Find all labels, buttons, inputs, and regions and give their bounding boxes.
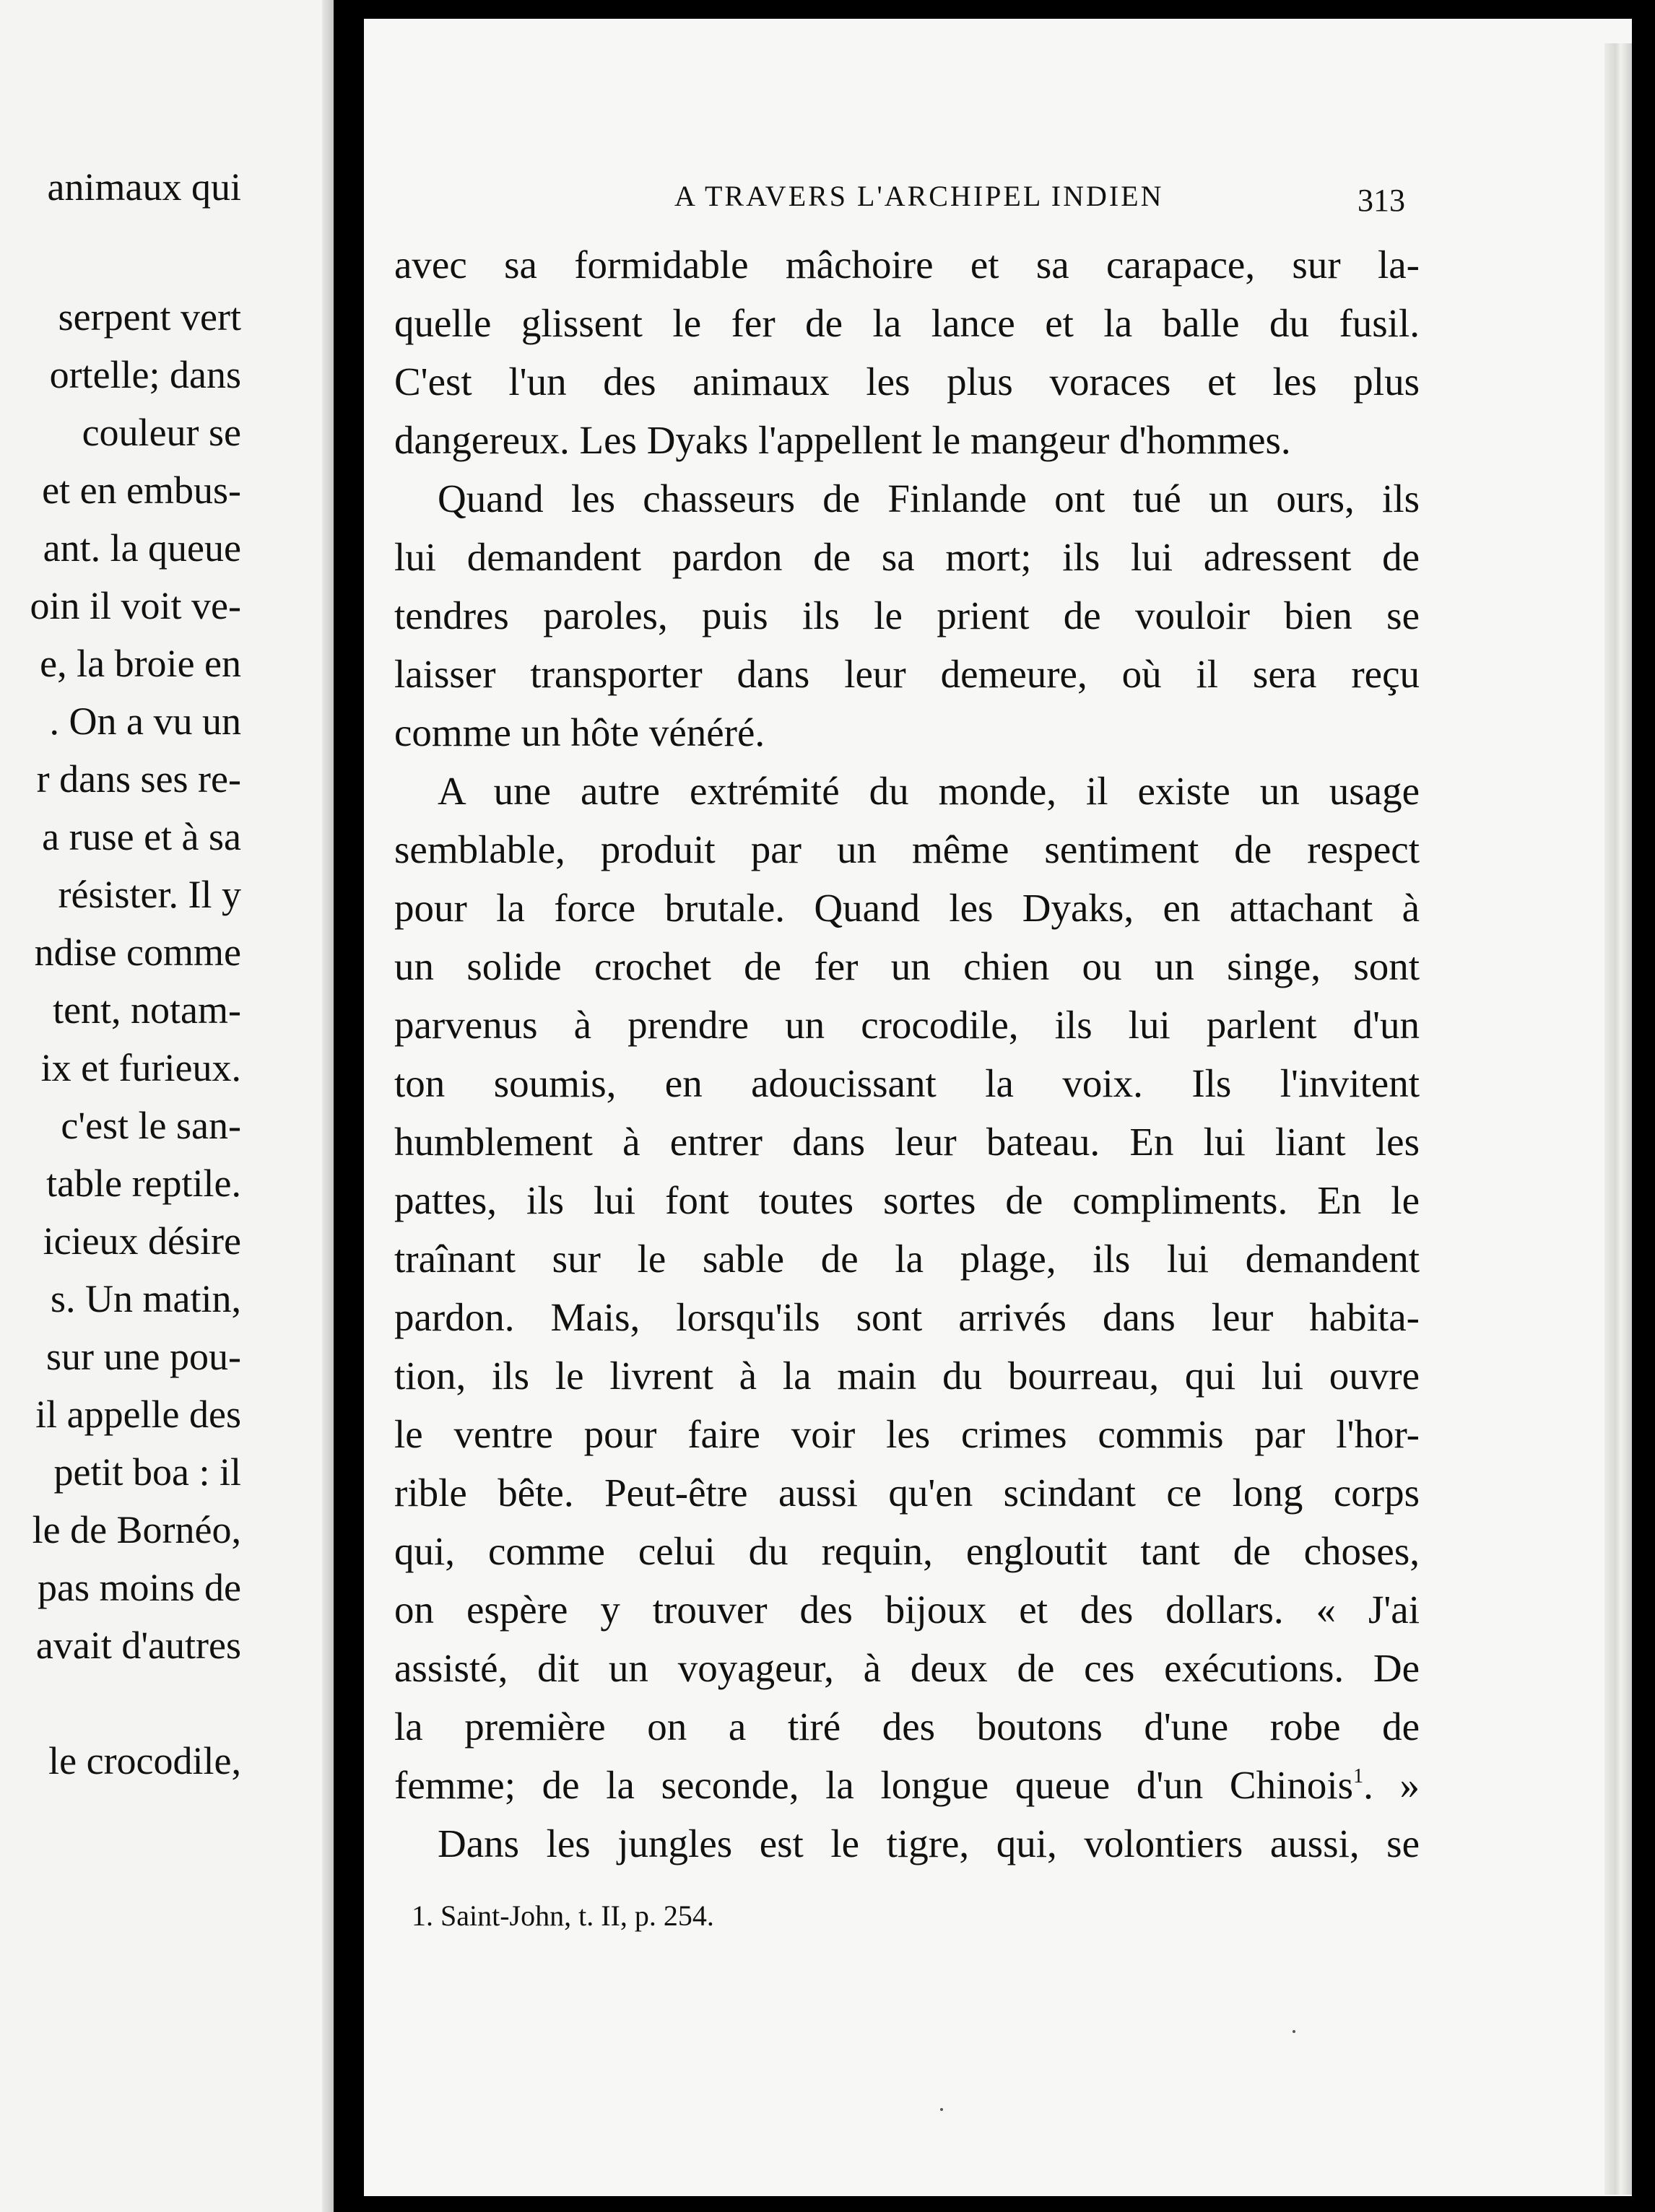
text-line: avec sa formidable mâchoire et sa carapace, sur la-: [394, 243, 1420, 287]
text-line: dangereux. Les Dyaks l'appellent le mangeur d'hommes.: [394, 418, 1291, 462]
right-page: [364, 19, 1632, 2196]
left-page-line: table reptile.: [46, 1162, 241, 1205]
left-page-line: le de Bornéo,: [32, 1508, 241, 1551]
text-line: rible bête. Peut-être aussi qu'en scindant ce long corps: [394, 1471, 1420, 1515]
left-page-line: et en embus-: [42, 469, 241, 512]
text-line: Quand les chasseurs de Finlande ont tué un ours, ils: [438, 476, 1420, 521]
text-line: qui, comme celui du requin, engloutit tant de choses,: [394, 1529, 1420, 1573]
book-gutter: [334, 0, 364, 2212]
left-page-line: a ruse et à sa: [42, 815, 241, 858]
line-ending: . »: [1363, 1763, 1420, 1807]
text-line: laisser transporter dans leur demeure, où il sera reçu: [394, 652, 1420, 696]
left-page-line: e, la broie en: [40, 642, 241, 685]
left-page-line: le crocodile,: [48, 1739, 241, 1782]
page-number: 313: [1358, 183, 1405, 218]
paper-speck: [1293, 2030, 1295, 2033]
footnote: 1. Saint-John, t. II, p. 254.: [412, 1899, 714, 1932]
text-line: C'est l'un des animaux les plus voraces et les plus: [394, 360, 1420, 404]
text-line: humblement à entrer dans leur bateau. En lui liant les: [394, 1120, 1420, 1164]
text-line-with-note: [394, 1756, 1420, 1814]
text-line: tion, ils le livrent à la main du bourreau, qui lui ouvre: [394, 1354, 1420, 1398]
text-line: le ventre pour faire voir les crimes commis par l'hor-: [394, 1412, 1420, 1456]
left-page-line: icieux désire: [43, 1219, 241, 1263]
left-page-line: petit boa : il: [53, 1450, 241, 1494]
text-line: tendres paroles, puis ils le prient de vouloir bien se: [394, 593, 1420, 637]
left-page-line: s. Un matin,: [51, 1277, 241, 1320]
text-line: pattes, ils lui font toutes sortes de compliments. En le: [394, 1178, 1420, 1222]
left-page-line: ix et furieux.: [40, 1046, 241, 1089]
text-line: pour la force brutale. Quand les Dyaks, en attachant à: [394, 886, 1420, 930]
paper-speck: [940, 2108, 943, 2111]
left-page-line: pas moins de: [38, 1566, 241, 1609]
text-line: semblable, produit par un même sentiment de respect: [394, 827, 1420, 871]
text-line: lui demandent pardon de sa mort; ils lui adressent de: [394, 535, 1420, 579]
left-page-line: couleur se: [82, 411, 241, 454]
text-line: Dans les jungles est le tigre, qui, volontiers aussi, se: [438, 1821, 1420, 1865]
text-line: on espère y trouver des bijoux et des dollars. « J'ai: [394, 1588, 1420, 1632]
left-page-line: serpent vert: [58, 295, 241, 339]
left-page-line: ortelle; dans: [49, 353, 241, 396]
running-head: A TRAVERS L'ARCHIPEL INDIEN: [674, 180, 1164, 212]
left-page-line: tent, notam-: [53, 988, 241, 1032]
left-page-line: animaux qui: [47, 165, 241, 209]
left-page-line: ant. la queue: [43, 526, 241, 570]
text-line: quelle glissent le fer de la lance et la balle du fusil.: [394, 301, 1420, 345]
text-line: femme; de la seconde, la longue queue d'un Chinois: [394, 1763, 1354, 1807]
text-line: un solide crochet de fer un chien ou un singe, sont: [394, 944, 1420, 988]
text-line: A une autre extrémité du monde, il existe un usage: [438, 769, 1420, 813]
body-text: [394, 235, 1420, 1873]
left-page-line: il appelle des: [35, 1393, 241, 1436]
text-line: parvenus à prendre un crocodile, ils lui parlent d'un: [394, 1003, 1420, 1047]
left-page-line: . On a vu un: [49, 700, 241, 743]
text-line: la première on a tiré des boutons d'une robe de: [394, 1704, 1420, 1749]
left-page-line: avait d'autres: [35, 1624, 241, 1667]
text-line: traînant sur le sable de la plage, ils lui demandent: [394, 1237, 1420, 1281]
left-page-line: sur une pou-: [46, 1335, 241, 1378]
text-line: pardon. Mais, lorsqu'ils sont arrivés dans leur habita-: [394, 1295, 1420, 1339]
left-page-line: oin il voit ve-: [30, 584, 241, 627]
page-stack-edge: [1604, 43, 1632, 2195]
text-line: ton soumis, en adoucissant la voix. Ils l'invitent: [394, 1061, 1420, 1105]
text-line: comme un hôte vénéré.: [394, 710, 765, 754]
left-page-line: ndise comme: [34, 931, 241, 974]
left-page-line: résister. Il y: [58, 873, 241, 916]
left-page-line: c'est le san-: [61, 1104, 241, 1147]
footnote-marker: 1: [1353, 1765, 1364, 1788]
left-page-line: r dans ses re-: [36, 757, 241, 801]
left-page: [0, 0, 334, 2212]
text-line: assisté, dit un voyageur, à deux de ces exécutions. De: [394, 1646, 1420, 1690]
